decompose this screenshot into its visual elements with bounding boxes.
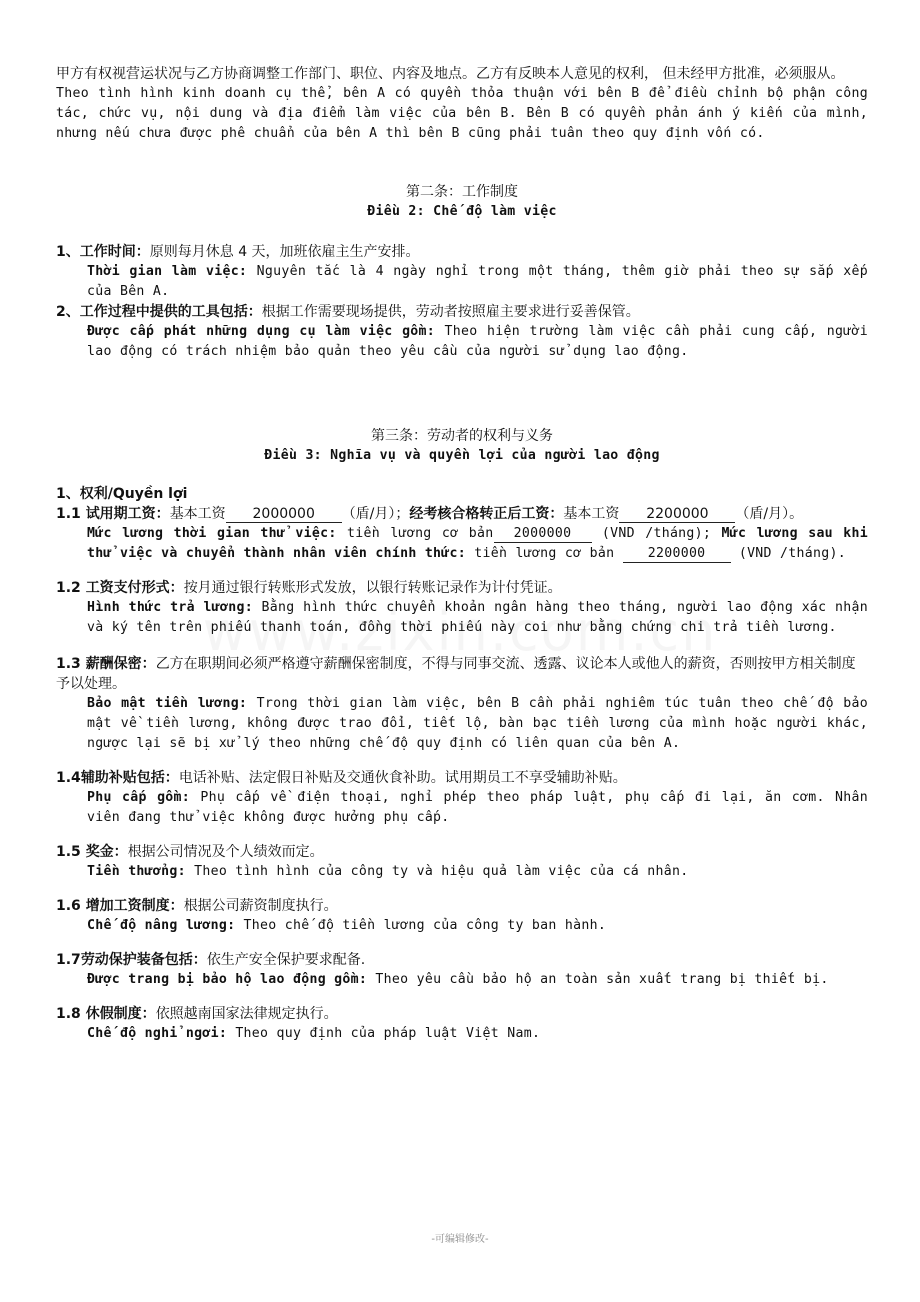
clause-text: Theo chế độ tiền lương của công ty ban hành. [235,918,607,933]
clause-text: Phụ cấp về điện thoại, nghỉ phép theo pháp luật, phụ cấp đi lại, ăn cơm. Nhân viên đang thử việc không được hưởng phụ cấp. [87,790,869,825]
clause-label: 薪酬保密： [85,656,156,672]
clause-text: Theo quy định của pháp luật Việt Nam. [227,1026,541,1041]
clause-1-5-zh [56,842,868,862]
clause-unit: （盾/月）。 [735,506,804,522]
article3-title-zh: 第三条：劳动者的权利与义务 [371,428,553,444]
clause-text: Theo yêu cầu bảo hộ an toàn sản xuất trang bị thiết bị. [367,972,829,987]
clause-1-7-zh [56,950,868,970]
item-label: 2、工作过程中提供的工具包括： [56,304,262,320]
item-label: Thời gian làm việc: [87,264,248,279]
clause-label: 试用期工资： [85,506,170,522]
clause-text: tiền lương cơ bản [336,526,494,541]
salary-probation-amount: 2000000 [226,506,342,523]
article2-item2-vi [56,322,868,362]
clause-number: 1.1 [56,506,86,522]
clause-text: 乙方在职期间必须严格遵守薪酬保密制度，不得与同事交流、透露、议论本人或他人的薪资，否则按甲方相关制度予以处理。 [56,656,856,692]
clause-text: 电话补贴、法定假日补贴及交通伙食补助。试用期员工不享受辅助补贴。 [178,770,627,786]
clause-text: 依生产安全保护要求配备. [206,952,366,968]
clause-label: 休假制度： [85,1006,156,1022]
salary-probation-amount-vi: 2000000 [494,526,592,543]
clause-unit: (VND /tháng); [591,526,722,541]
clause-label: 奖金： [85,844,128,860]
clause-number: 1.8 [56,1006,86,1022]
clause-text: 基本工资 [169,506,226,522]
article2-item2-zh [56,302,868,322]
clause-number: 1.5 [56,844,86,860]
clause-1-6-vi [56,916,868,936]
clause-1-3-vi [56,694,868,754]
item-label: 1、工作时间： [56,244,150,260]
clause-1-8-zh [56,1004,868,1024]
clause-label: 经考核合格转正后工资： [409,506,564,522]
salary-official-amount-vi: 2200000 [623,546,731,563]
article2-title-zh: 第二条：工作制度 [406,184,518,200]
clause-label: Chế độ nghỉ ngơi: [87,1026,228,1041]
item-text: Nguyên tắc là 4 ngày nghỉ trong một tháng, thêm giờ phải theo sự sắp xếp của Bên A. [87,264,868,299]
clause-text: Theo tình hình của công ty và hiệu quả làm việc của cá nhân. [185,864,689,879]
section-rights-label: 1、权利/Quyền lợi [56,486,188,502]
article3-title-vi: Điều 3: Nghĩa vụ và quyền lợi của người lao động [264,448,660,463]
item-text: 根据工作需要现场提供，劳动者按照雇主要求进行妥善保管。 [261,304,640,320]
clause-label: Chế độ nâng lương: [87,918,236,933]
clause-label: Hình thức trả lương: [87,600,253,615]
clause-label: Tiền thưởng: [87,864,186,879]
clause-text: tiền lương cơ bản [466,546,623,561]
clause-1-3-zh [56,654,868,694]
clause-1-4-zh [56,768,868,788]
clause-number: 1.2 [56,580,86,596]
clause-label: 辅助补贴包括： [80,770,179,786]
clause-label: Được trang bị bảo hộ lao động gồm: [87,972,368,987]
clause-label: 增加工资制度： [85,898,184,914]
clause-number: 1.7 [56,952,81,968]
clause-text: 依照越南国家法律规定执行。 [155,1006,338,1022]
clause-number: 1.6 [56,898,86,914]
clause-1-6-zh [56,896,868,916]
clause-label: Mức lương sau khi thử việc và chuyển thành nhân viên chính thức: [87,526,869,561]
clause-1-1-zh [56,504,868,524]
clause-label: 工资支付形式： [85,580,184,596]
article2-item1-zh [56,242,868,262]
item-text: 原则每月休息 4 天，加班依雇主生产安排。 [149,244,420,260]
clause-1-2-zh [56,578,868,598]
clause-text: 根据公司薪资制度执行。 [183,898,338,914]
clause-unit: （盾/月）； [341,506,410,522]
clause-1-5-vi [56,862,868,882]
clause-1-4-vi [56,788,868,828]
intro-zh: 甲方有权视营运状况与乙方协商调整工作部门、职位、内容及地点。乙方有反映本人意见的权利， 但未经甲方批准，必须服从。 [56,66,845,82]
clause-text: 基本工资 [563,506,620,522]
article2-title-vi: Điều 2: Chế độ làm việc [367,204,557,219]
intro-vi: Theo tình hình kinh doanh cụ thể, bên A có quyền thỏa thuận với bên B để điều chỉnh bộ phận công tác, chức vụ, nội dung và địa điểm làm việc của bên B. Bên B có quyền phản ánh ý kiến của mình, nhưng nếu chưa được phê chuẩn của bên A thì bên B cũng phải tuân theo quy định vốn có. [56,86,868,141]
clause-1-1-vi [56,524,868,564]
clause-1-8-vi [56,1024,868,1044]
document-page [56,64,868,1044]
clause-unit: (VND /tháng). [730,546,846,561]
clause-number: 1.3 [56,656,86,672]
clause-label: 劳动保护装备包括： [80,952,207,968]
clause-number: 1.4 [56,770,81,786]
article2-item1-vi [56,262,868,302]
clause-label: Phụ cấp gồm: [87,790,191,805]
clause-text: 根据公司情况及个人绩效而定。 [127,844,324,860]
item-label: Được cấp phát những dụng cụ làm việc gồm: [87,324,436,339]
clause-text: 按月通过银行转账形式发放，以银行转账记录作为计付凭证。 [183,580,562,596]
page-footer: -可编辑修改- [431,1234,489,1245]
clause-label: Mức lương thời gian thử việc: [87,526,337,541]
clause-text: Bằng hình thức chuyển khoản ngân hàng theo tháng, người lao động xác nhận và ký tên trên phiếu thanh toán, đồng thời phiếu này coi như bằng chứng chi trả tiền lương. [87,600,868,635]
item-text: Theo hiện trường làm việc cần phải cung cấp, người lao động có trách nhiệm bảo quản theo yêu cầu của người sử dụng lao động. [87,324,868,359]
clause-label: Bảo mật tiền lương: [87,696,248,711]
salary-official-amount: 2200000 [619,506,735,523]
clause-text: Trong thời gian làm việc, bên B cần phải nghiêm túc tuân theo chế độ bảo mật về tiền lương, không được trao đổi, tiết lộ, bàn bạc tiền lương của mình hoặc người khác, ngược lại sẽ bị xử lý theo những chế độ quy định có liên quan của bên A. [87,696,868,751]
clause-1-2-vi [56,598,868,638]
clause-1-7-vi [56,970,868,990]
